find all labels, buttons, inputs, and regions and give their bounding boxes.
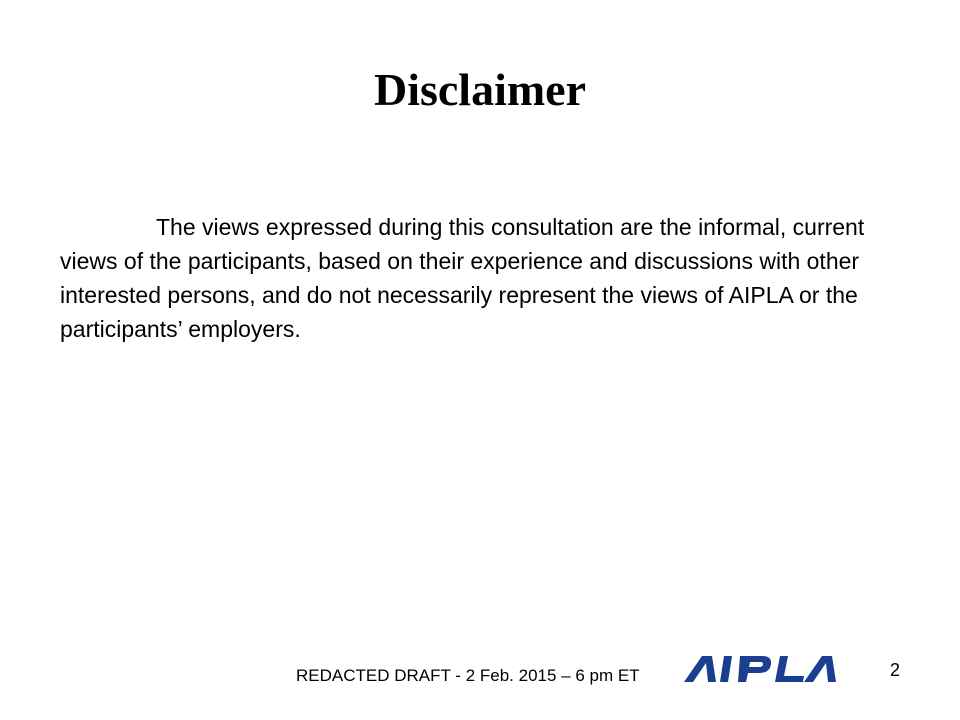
disclaimer-body: The views expressed during this consultation are the informal, current views of the participants, based on their experience and discussions with other interested persons, and do not necessarily represent the views of AIPLA or the participants’ employers.	[60, 214, 865, 342]
page-number: 2	[890, 660, 901, 680]
aipla-logo	[682, 650, 842, 690]
slide-title: Disclaimer	[373, 64, 587, 115]
footer-draft-label: REDACTED DRAFT - 2 Feb. 2015 – 6 pm ET	[296, 666, 640, 685]
